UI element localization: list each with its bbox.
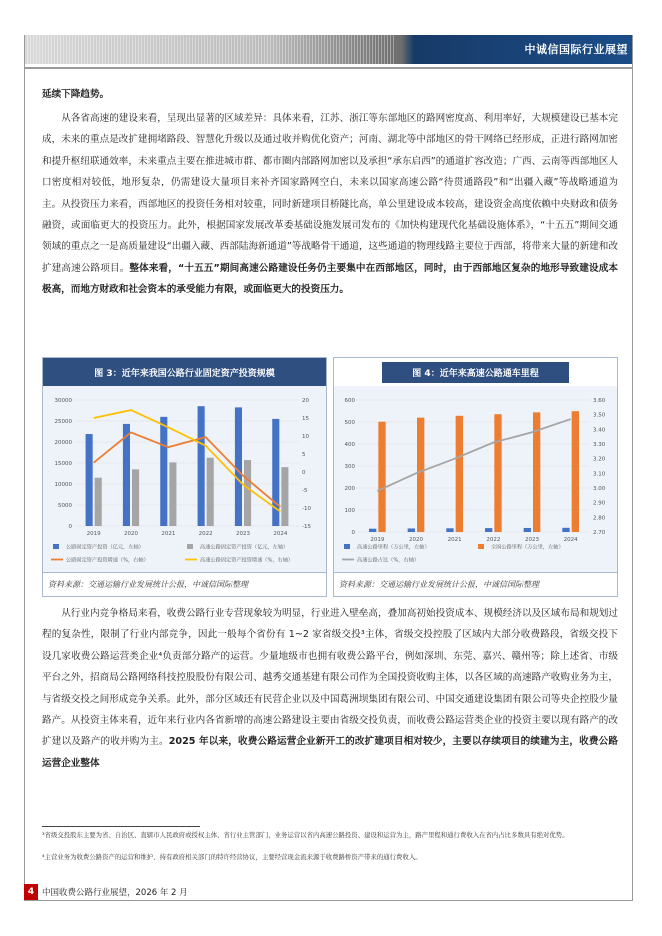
footnote-4: ⁴主营业务为收费公路资产的运营和维护、持有政府相关部门的特许经营协议，主要经营现金流来源于收费路桥资产带来的通行费收入。 — [42, 853, 422, 861]
page-frame-left — [24, 35, 25, 900]
chart-bar — [417, 418, 424, 532]
y2-tick-label: -15 — [302, 524, 311, 530]
paragraph-emphasis: 2025 年以来，收费公路运营企业新开工的改扩建项目相对较少，主要以存续项目的续建为主，收费公路运营企业整体 — [42, 736, 619, 769]
paragraph-regional-construction — [42, 108, 618, 301]
figure-3-source: 资料来源：交通运输行业发展统计公报，中诚信国际整理 — [43, 572, 326, 596]
footer-divider — [24, 900, 633, 901]
x-tick-label: 2022 — [486, 537, 501, 543]
footnote-divider — [42, 826, 200, 827]
chart-line — [94, 410, 281, 512]
y-tick-label: 500 — [344, 420, 355, 426]
figure-3-title: 图 3：近年来我国公路行业固定资产投资规模 — [43, 358, 326, 386]
y-tick-label: 0 — [351, 530, 355, 536]
legend-label: 高速公路占比（%，右轴） — [357, 557, 419, 564]
legend-swatch — [53, 544, 59, 549]
y2-tick-label: 15 — [302, 416, 309, 422]
y-tick-label: 600 — [344, 398, 355, 404]
y2-tick-label: 2.90 — [593, 500, 606, 507]
figure-4-header — [334, 358, 617, 386]
y-tick-label: 20000 — [54, 440, 72, 446]
chart-bar — [207, 458, 214, 526]
y2-tick-label: 5 — [302, 452, 306, 458]
y-tick-label: 300 — [344, 464, 355, 470]
figure-3 — [42, 357, 327, 597]
y2-tick-label: 20 — [302, 398, 309, 404]
paragraph-competition — [42, 603, 618, 774]
chart-bar — [485, 528, 492, 532]
chart-bar — [198, 406, 205, 526]
figure-3-chart-area — [43, 386, 326, 572]
y2-tick-label: 3.40 — [593, 427, 606, 434]
header-divider — [24, 67, 633, 69]
chart-bar — [281, 467, 288, 526]
x-tick-label: 2023 — [525, 537, 539, 543]
y-tick-label: 15000 — [54, 461, 72, 467]
paragraph-text: 从行业内竞争格局来看，收费公路行业专营现象较为明显，行业进入壁垒高，叠加高初始投资成本、规模经济以及区域布局和规划过程的复杂性，限制了行业内部竞争，因此一般每个省份有 1~2 家省级交投³主体，省级交投控股了区域内大部分收费路段，省级交投下设几家收费公路运营类企业⁴负责部分路产的运营。少量地级市也拥有收费公路平台，例如深圳、东莞、嘉兴、赣州等；除上述省、市级平台之外，招商局公路网络科技控股股份有限公司、越秀交通基建有限公司作为全国投资收购主体，以各区域的高速路产收购业务为主，与省级交投之间形成竞争关系。此外，部分区域还有民营企业以及中国葛洲坝集团有限公司、中国交通建设集团有限公司等央企控股少量路产。从投资主体来看，近年来行业内各省新增的高速公路建设主要由省级交投负责，而收费公路运营类企业的投资主要以现有路产的改扩建以及路产的收并购为主。 — [42, 608, 618, 748]
legend-label: 全国公路里程（万公里，左轴） — [491, 544, 564, 551]
x-tick-label: 2022 — [198, 531, 213, 537]
chart-bar — [524, 528, 531, 532]
y2-tick-label: 0 — [302, 470, 306, 476]
figure-4-source: 资料来源：交通运输行业发展统计公报，中诚信国际整理 — [334, 572, 617, 596]
legend-label: 公路固定资产投资增速（%，右轴） — [66, 557, 149, 564]
chart-bar — [132, 469, 139, 526]
legend-swatch — [344, 544, 350, 549]
y2-tick-label: 2.70 — [593, 530, 606, 536]
header-decoration — [24, 35, 394, 64]
y2-tick-label: 3.00 — [593, 486, 606, 492]
y-tick-label: 100 — [344, 508, 355, 514]
y2-tick-label: 3.20 — [593, 456, 606, 463]
chart-line — [377, 419, 570, 491]
chart-bar — [160, 417, 167, 526]
page-frame-right — [632, 35, 633, 900]
x-tick-label: 2019 — [370, 537, 385, 543]
y-tick-label: 10000 — [54, 482, 72, 488]
y2-tick-label: -10 — [302, 506, 311, 512]
y-tick-label: 25000 — [54, 419, 72, 425]
header-title: 中诚信国际行业展望 — [524, 43, 628, 56]
figure-4-chart-area — [334, 386, 617, 572]
figure-3-chart — [43, 386, 326, 572]
y2-tick-label: 3.50 — [593, 412, 606, 419]
y-tick-label: 200 — [344, 486, 355, 492]
x-tick-label: 2024 — [563, 537, 578, 543]
figure-4-chart — [334, 386, 617, 572]
page-number: 4 — [24, 884, 38, 900]
x-tick-label: 2019 — [86, 531, 101, 537]
footnote-3: ³省级交投股东主要为省、自治区、直辖市人民政府或授权主体、省行业主管部门，业务运营以省内高速公路投资、建设和运营为主，路产里程和通行费收入在省内占比多数具有绝对优势。 — [42, 831, 569, 839]
chart-bar — [572, 411, 579, 532]
y2-tick-label: 2.80 — [593, 515, 606, 522]
x-tick-label: 2023 — [236, 531, 250, 537]
x-tick-label: 2021 — [161, 531, 176, 537]
paragraph-emphasis: 整体来看，“十五五”期间高速公路建设任务仍主要集中在西部地区，同时，由于西部地区复杂的地形导致建设成本极高，而地方财政和社会资本的承受能力有限，或面临更大的投资压力。 — [42, 262, 619, 296]
legend-swatch — [478, 544, 484, 549]
chart-bar — [562, 528, 569, 532]
chart-bar — [86, 434, 93, 526]
y-tick-label: 30000 — [54, 398, 72, 404]
chart-line — [94, 432, 281, 507]
y-tick-label: 0 — [68, 524, 72, 530]
footer-text: 中国收费公路行业展望，2026 年 2 月 — [42, 888, 188, 898]
chart-bar — [369, 529, 376, 532]
legend-label: 高速公路固定资产投资增速（%，右轴） — [200, 557, 294, 564]
paragraph-lead: 延续下降趋势。 — [42, 89, 110, 100]
legend-label: 高速公路固定资产投资（亿元，左轴） — [200, 544, 289, 551]
y2-tick-label: 10 — [302, 434, 309, 440]
x-tick-label: 2020 — [409, 537, 423, 543]
chart-bar — [494, 414, 501, 532]
chart-bar — [235, 407, 242, 526]
chart-bar — [169, 462, 176, 526]
legend-swatch — [187, 544, 193, 549]
chart-bar — [456, 416, 463, 532]
x-tick-label: 2024 — [273, 531, 288, 537]
chart-bar — [378, 422, 385, 532]
y-tick-label: 400 — [344, 442, 355, 448]
y2-tick-label: 3.60 — [593, 398, 606, 404]
chart-bar — [244, 460, 251, 526]
y2-tick-label: 3.30 — [593, 442, 606, 448]
x-tick-label: 2021 — [447, 537, 462, 543]
legend-label: 公路固定资产投资（亿元，左轴） — [66, 544, 144, 551]
paragraph-text: 从各省高速的建设来看，呈现出显著的区域差异：具体来看，江苏、浙江等东部地区的路网密度高、利用率好，大规模建设已基本完成，未来的重点是改扩建拥堵路段、智慧化升级以及通过收并购优化资产；河南、湖北等中部地区的骨干网络已经形成，正进行路网加密和提升枢纽联通效率，未来重点主要在推进城市群、都市圈内部路网加密以及承担“承东启西”的通道扩容改造；广西、云南等西部地区人口密度相对较低，地形复杂，仍需建设大量项目来补齐国家路网空白，未来以国家高速公路“待贯通路段”和“出疆入藏”等战略通道为主。从投资压力来看，西部地区的投资任务相对较重，同时新建项目桥隧比高，单公里建设成本较高，建设资金高度依赖中央财政和债务融资，或面临更大的投资压力。此外，根据国家发展改革委基础设施发展司发布的《加快构建现代化基础设施体系》，“十五五”期间交通领域的重点之一是高质量建设“出疆入藏、西部陆海新通道”等战略骨干通道，这些通道的物理线路主要位于西部，将带来大量的新建和改扩建高速公路项目。 — [42, 113, 618, 274]
legend-label: 高速公路里程（万公里，左轴） — [357, 544, 430, 551]
y-tick-label: 5000 — [58, 503, 72, 509]
y2-tick-label: 3.10 — [593, 471, 606, 478]
figure-4 — [333, 357, 618, 597]
chart-bar — [408, 528, 415, 532]
y2-tick-label: -5 — [302, 488, 308, 494]
x-tick-label: 2020 — [124, 531, 138, 537]
chart-bar — [95, 478, 102, 526]
figure-4-title: 图 4：近年来高速公路通车里程 — [382, 362, 568, 383]
chart-bar — [446, 528, 453, 532]
